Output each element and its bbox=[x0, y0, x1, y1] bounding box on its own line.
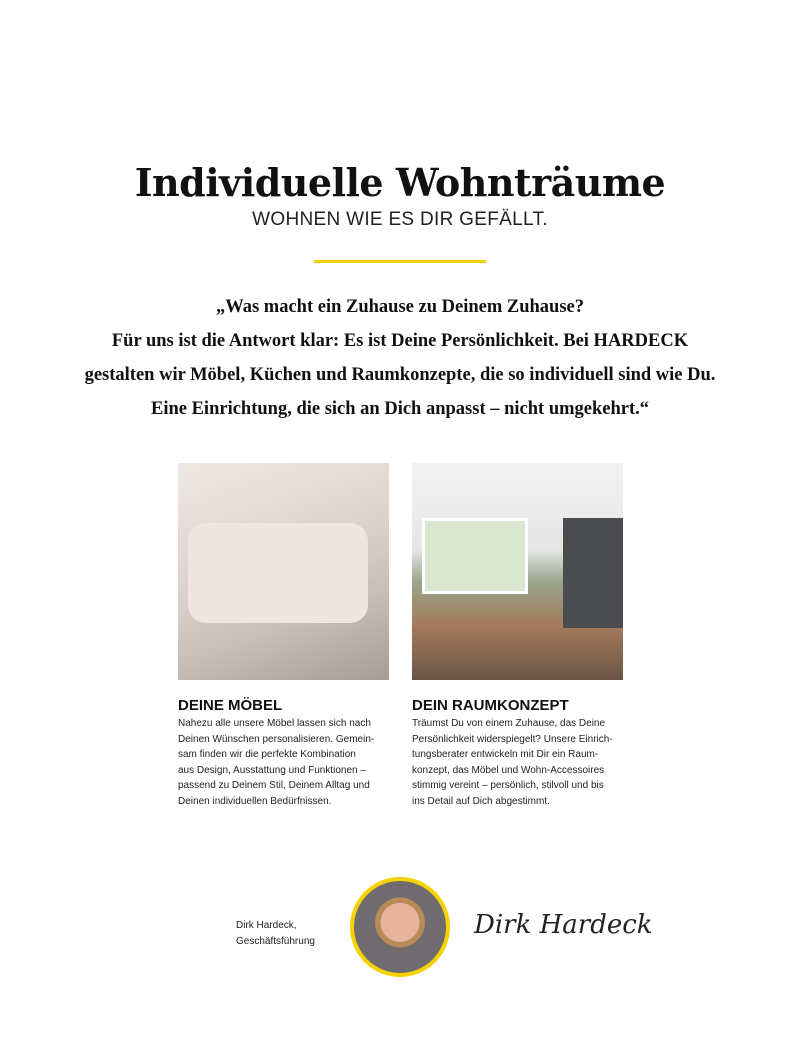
quote-line: gestalten wir Möbel, Küchen und Raumkonzepte, die so individuell sind wie Du. bbox=[84, 365, 716, 385]
text-line: tungsberater entwickeln mit Dir ein Raum- bbox=[412, 749, 599, 760]
quote-line: Für uns ist die Antwort klar: Es ist Deine Persönlichkeit. Bei HARDECK bbox=[111, 331, 689, 351]
page-title: Individuelle Wohnträume bbox=[134, 160, 666, 205]
text-line: Deinen Wünschen personalisieren. Gemein- bbox=[178, 733, 375, 745]
page-subtitle: WOHNEN WIE ES DIR GEFÄLLT. bbox=[252, 209, 548, 230]
text-line: Deinen individuellen Bedürfnissen. bbox=[178, 795, 332, 807]
author-role: Geschäftsführung bbox=[236, 936, 315, 947]
column-text bbox=[412, 716, 627, 809]
text-line: Träumst Du von einem Zuhause, das Deine bbox=[412, 718, 606, 729]
text-line: Persönlichkeit widerspiegelt? Unsere Einrich- bbox=[412, 733, 613, 745]
kitchen-shape bbox=[563, 518, 623, 628]
text-line: sam finden wir die perfekte Kombination bbox=[178, 749, 356, 760]
column-text bbox=[178, 716, 393, 809]
quote-line: „Was macht ein Zuhause zu Deinem Zuhause? bbox=[216, 297, 584, 317]
author-name: Dirk Hardeck, bbox=[236, 920, 297, 931]
window-shape bbox=[422, 518, 528, 594]
author-block bbox=[236, 918, 315, 950]
text-line: stimmig vereint – persönlich, stilvoll und bis bbox=[412, 780, 604, 791]
avatar bbox=[350, 877, 450, 977]
handwritten-signature: Dirk Hardeck bbox=[474, 910, 653, 940]
intro-quote bbox=[0, 290, 800, 426]
text-line: ins Detail auf Dich abgestimmt. bbox=[412, 795, 550, 807]
column-heading: DEIN RAUMKONZEPT bbox=[412, 697, 569, 714]
text-line: konzept, das Möbel und Wohn-Accessoires bbox=[412, 764, 605, 776]
divider bbox=[314, 260, 486, 263]
text-line: Nahezu alle unsere Möbel lassen sich nach bbox=[178, 718, 371, 729]
room-photo bbox=[412, 463, 623, 680]
text-line: aus Design, Ausstattung und Funktionen – bbox=[178, 764, 366, 776]
text-line: passend zu Deinem Stil, Deinem Alltag und bbox=[178, 780, 370, 791]
sofa-photo bbox=[178, 463, 389, 680]
column-heading: DEINE MÖBEL bbox=[178, 697, 283, 714]
sofa-shape bbox=[188, 523, 368, 623]
quote-line: Eine Einrichtung, die sich an Dich anpasst – nicht umgekehrt.“ bbox=[150, 399, 650, 419]
